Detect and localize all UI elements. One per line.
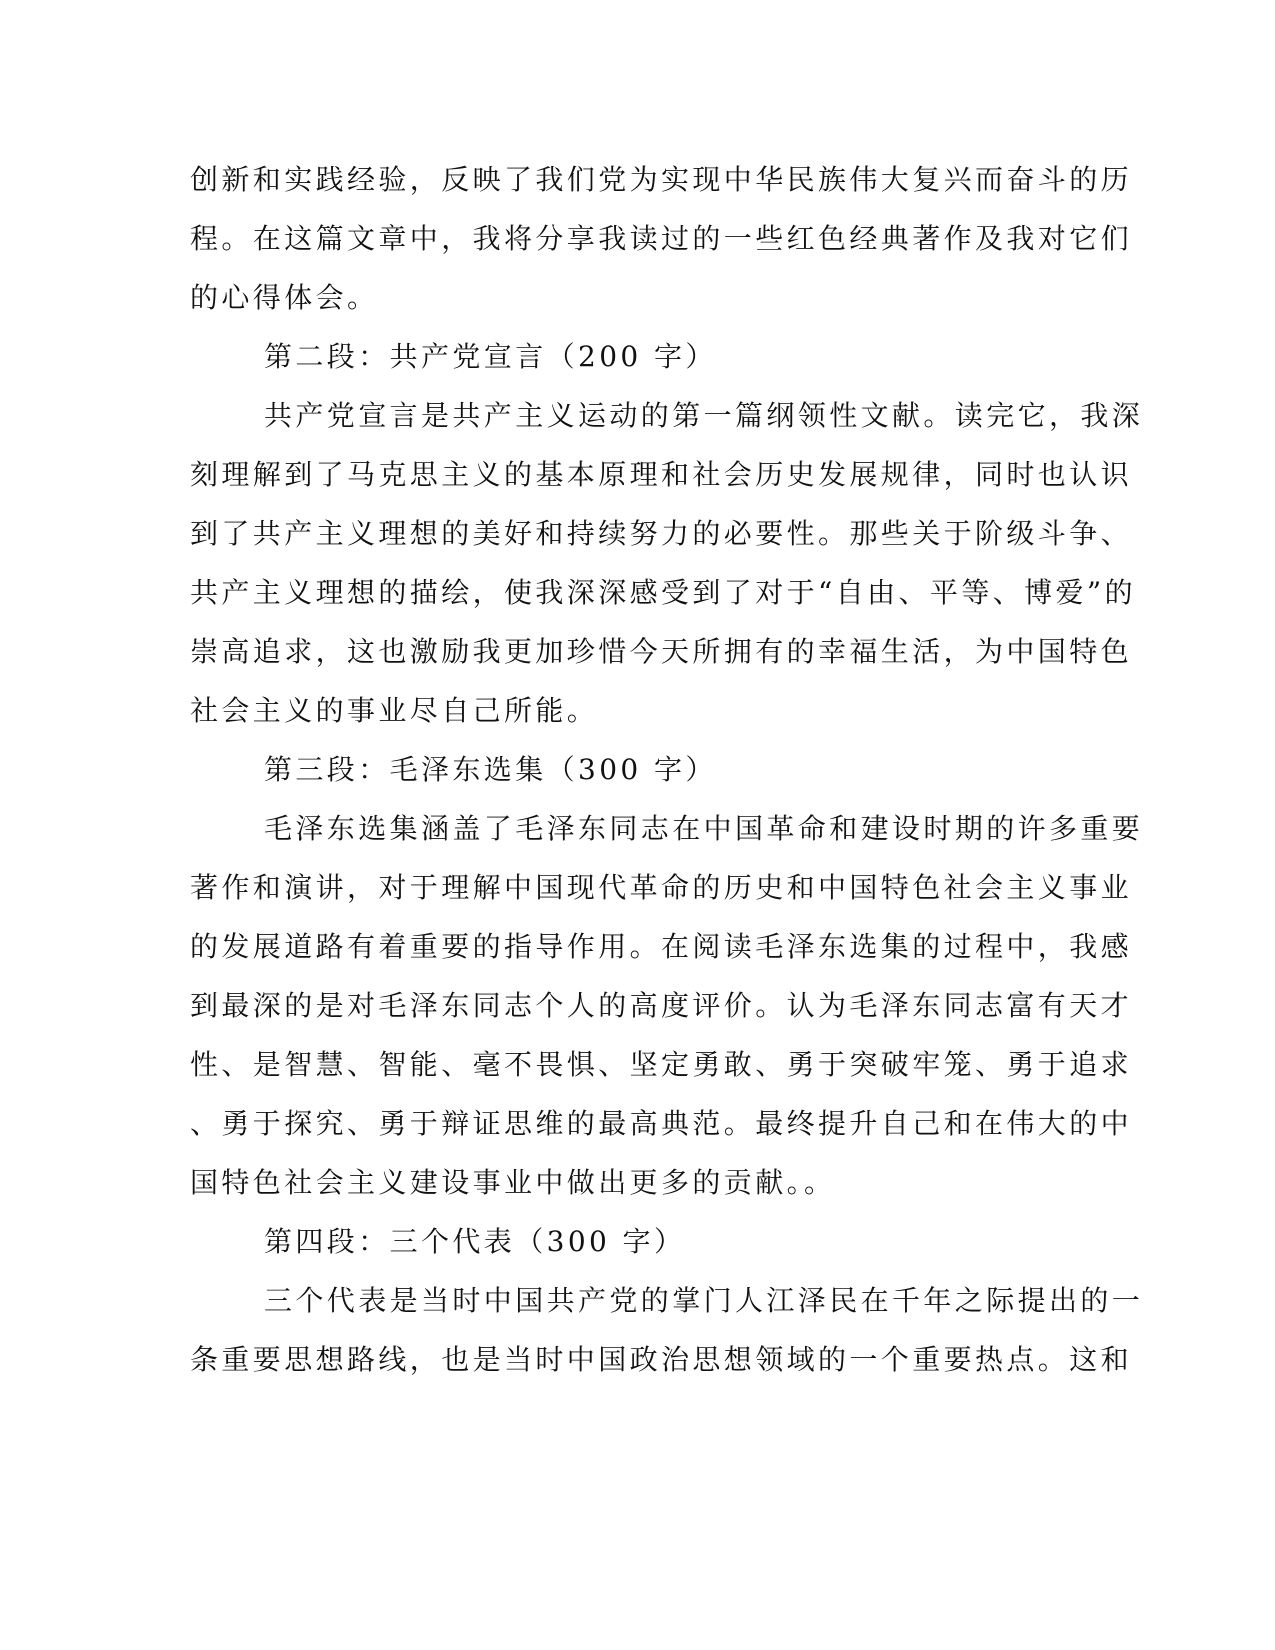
paragraph-line: 刻理解到了马克思主义的基本原理和社会历史发展规律，同时也认识 [190,458,1133,491]
paragraph-line: 性、是智慧、智能、毫不畏惧、坚定勇敢、勇于突破牢笼、勇于追求 [190,1048,1133,1081]
paragraph-line: 共产主义理想的描绘，使我深深感受到了对于“自由、平等、博爱”的 [190,576,1137,609]
paragraph-line: 程。在这篇文章中，我将分享我读过的一些红色经典著作及我对它们 [190,222,1133,255]
paragraph-line: 的发展道路有着重要的指导作用。在阅读毛泽东选集的过程中，我感 [190,930,1133,963]
paragraph-line: 到了共产主义理想的美好和持续努力的必要性。那些关于阶级斗争、 [190,517,1133,550]
section-heading: 第三段：毛泽东选集（300 字） [264,753,717,786]
paragraph-line: 崇高追求，这也激励我更加珍惜今天所拥有的幸福生活，为中国特色 [190,635,1133,668]
paragraph-line: 毛泽东选集涵盖了毛泽东同志在中国革命和建设时期的许多重要 [264,812,1144,845]
paragraph-line: 三个代表是当时中国共产党的掌门人江泽民在千年之际提出的一 [264,1284,1144,1317]
paragraph-line: 著作和演讲，对于理解中国现代革命的历史和中国特色社会主义事业 [190,871,1133,904]
paragraph-line: 到最深的是对毛泽东同志个人的高度评价。认为毛泽东同志富有天才 [190,989,1133,1022]
paragraph-line: 、勇于探究、勇于辩证思维的最高典范。最终提升自己和在伟大的中 [190,1107,1133,1140]
section-heading: 第二段：共产党宣言（200 字） [264,340,717,373]
paragraph-line: 社会主义的事业尽自己所能。 [190,694,599,727]
paragraph-line: 的心得体会。 [190,281,379,314]
paragraph-line: 共产党宣言是共产主义运动的第一篇纲领性文献。读完它，我深 [264,399,1144,432]
paragraph-line: 国特色社会主义建设事业中做出更多的贡献。。 [190,1166,836,1199]
paragraph-line: 创新和实践经验，反映了我们党为实现中华民族伟大复兴而奋斗的历 [190,163,1133,196]
section-heading: 第四段：三个代表（300 字） [264,1225,686,1258]
paragraph-line: 条重要思想路线，也是当时中国政治思想领域的一个重要热点。这和 [190,1343,1133,1376]
